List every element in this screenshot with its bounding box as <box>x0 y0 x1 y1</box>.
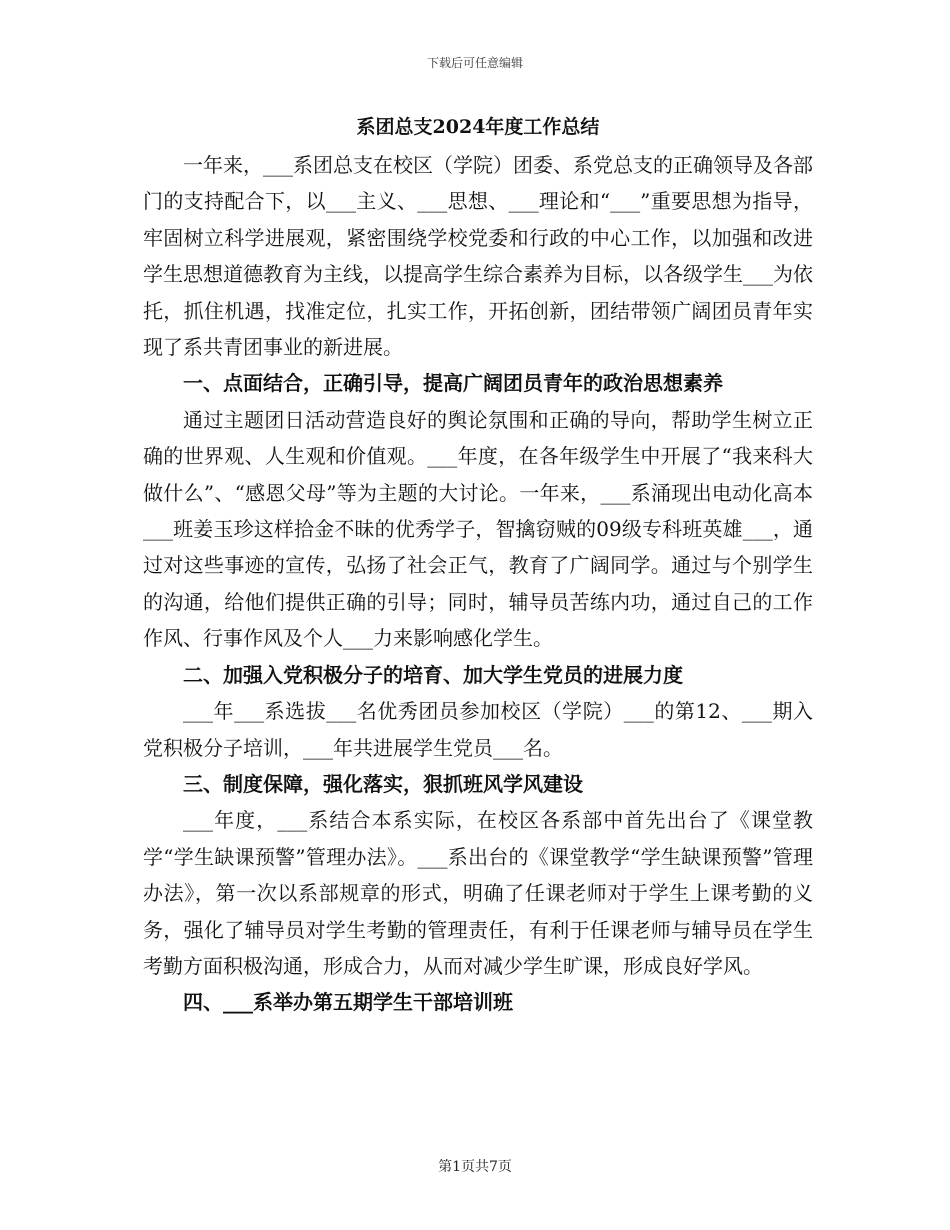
section-heading-4: 四、___系举办第五期学生干部培训班 <box>183 990 513 1015</box>
document-body <box>143 112 813 1021</box>
section-heading-3: 三、制度保障，强化落实，狠抓班风学风建设 <box>183 771 583 796</box>
section-3-paragraph: ___年度，___系结合本系实际，在校区各系部中首先出台了《课堂教学“学生缺课预警”管理办法》。___系出台的《课堂教学“学生缺课预警”管理办法》，第一次以系部规章的形式，明确了任课老师对于学生上课考勤的义务，强化了辅导员对学生考勤的管理责任，有利于任课老师与辅导员在学生考勤方面积极沟通，形成合力，从而对减少学生旷课，形成良好学风。 <box>143 808 813 978</box>
section-2-paragraph: ___年___系选拔___名优秀团员参加校区（学院）___的第12、___期入党积极分子培训，___年共进展学生党员___名。 <box>143 699 813 760</box>
intro-paragraph: 一年来，___系团总支在校区（学院）团委、系党总支的正确领导及各部门的支持配合下，以___主义、___思想、___理论和“___”重要思想为指导，牢固树立科学进展观，紧密围绕学校党委和行政的中心工作，以加强和改进学生思想道德教育为主线，以提高学生综合素养为目标，以各级学生___为依托，抓住机遇，找准定位，扎实工作，开拓创新，团结带领广阔团员青年实现了系共青团事业的新进展。 <box>143 153 813 360</box>
page-footer: 第1页共7页 <box>438 1159 512 1175</box>
document-title: 系团总支2024年度工作总结 <box>356 116 600 138</box>
section-1-paragraph: 通过主题团日活动营造良好的舆论氛围和正确的导向，帮助学生树立正确的世界观、人生观和价值观。___年度，在各年级学生中开展了“我来科大做什么”、“感恩父母”等为主题的大讨论。一年来，___系涌现出电动化高本___班姜玉珍这样拾金不昧的优秀学子，智擒窃贼的09级专科班英雄___，通过对这些事迹的宣传，弘扬了社会正气，教育了广阔同学。通过与个别学生的沟通，给他们提供正确的引导；同时，辅导员苦练内功，通过自己的工作作风、行事作风及个人___力来影响感化学生。 <box>143 407 813 651</box>
section-heading-1: 一、点面结合，正确引导，提高广阔团员青年的政治思想素养 <box>183 371 723 396</box>
header-note: 下载后可任意编辑 <box>426 56 523 70</box>
section-heading-2: 二、加强入党积极分子的培育、加大学生党员的进展力度 <box>183 662 683 687</box>
